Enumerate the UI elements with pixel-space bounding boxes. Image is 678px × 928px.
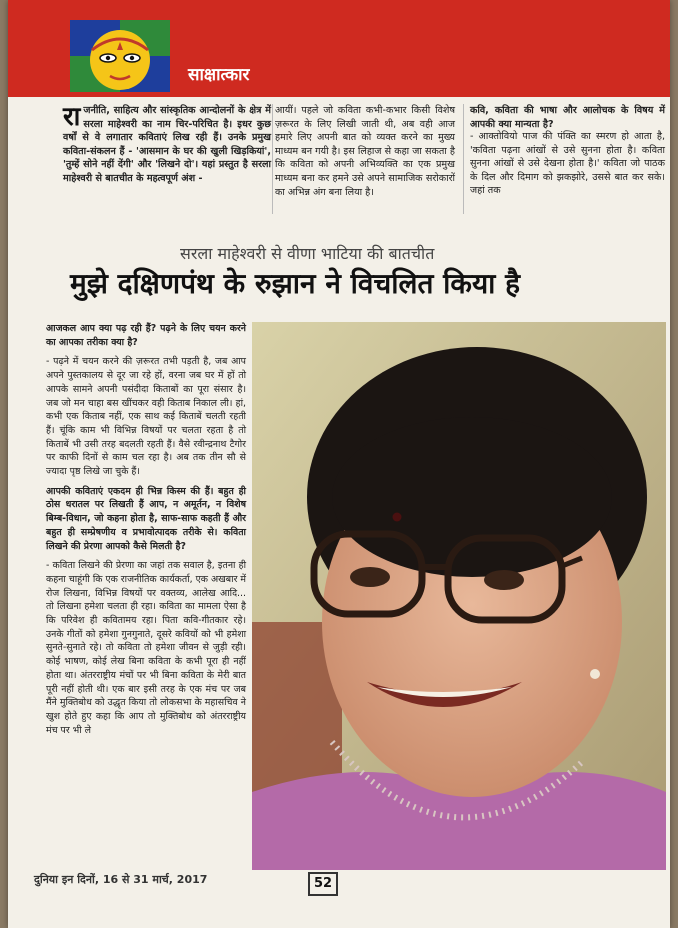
article-headline: मुझे दक्षिणपंथ के रुझान ने विचलित किया है [70, 267, 521, 300]
intro-column-2: आयीं। पहले जो कविता कभी-कभार किसी विशेष ज़रूरत के लिए लिखी जाती थी, अब वही आज हमारे लिए अपनी बात को व्यक्त करने का मुख्य माध्यम बन गयी है। इस लिहाज से कहा जा सकता है कि कविता को अपनी अभिव्यक्ति का एक प्रमुख माध्यम बना कर हमने उसे अपने सामाजिक सरोकारों का अभिन्न अंग बना लिया है। [275, 105, 455, 198]
interview-column [46, 322, 246, 743]
section-label: साक्षात्कार [188, 65, 250, 85]
column-divider [463, 104, 464, 214]
article-subtitle: सरला माहेश्वरी से वीणा भाटिया की बातचीत [180, 244, 435, 263]
intro-text: जनीति, साहित्य और सांस्कृतिक आन्दोलनों के क्षेत्र में सरला माहेश्वरी का नाम चिर-परिचित है। इधर कुछ वर्षों से वे लगातार कविताएं लिख रही हैं। उनके प्रमुख कविता-संकलन हैं - 'आसमान के घर की खुली खिड़कियां', 'तुम्हें सोने नहीं देंगी' और 'लिखने दो'। यहां प्रस्तुत है सरला माहेश्वरी से बातचीत के महत्वपूर्ण अंश - [63, 105, 271, 184]
publication-line: दुनिया इन दिनों, 16 से 31 मार्च, 2017 [34, 873, 208, 886]
intro-question: कवि, कविता की भाषा और आलोचक के विषय में आपकी क्या मान्यता है? [470, 105, 665, 130]
portrait-photo [252, 322, 666, 870]
goddess-face-logo [70, 20, 170, 92]
drop-cap: रा [63, 102, 81, 132]
question: आपकी कविताएं एकदम ही भिन्न किस्म की हैं। बहुत ही ठोस धरातल पर लिखती हैं आप, न अमूर्तन, न विशेष बिम्ब-विधान, जो कहना होता है, साफ-साफ कहती हैं और बहुत ही सम्प्रेषणीय व प्रभावोत्पादक तरीके से। कविता लिखने की प्रेरणा आपको कैसे मिलती है? [46, 485, 246, 552]
answer: - कविता लिखने की प्रेरणा का जहां तक सवाल है, इतना ही कहना चाहूंगी कि एक राजनीतिक कार्यकर्ता, एक अखबार में रोज लिखना, विभिन्न विषयों पर वक्तव्य, आलेख आदि... तो लिखना हमेशा चलता ही रहा। कविता का मामला ऐसा है कि परिवेश ही कवितामय रहा। पिता कवि-गीतकार रहे। उनके गीतों को हमेशा गुनगुनाते, दूसरे कवियों को भी हमेशा सुनते-सुनाते रहे। तो कविता तो हमेशा जीवन से जुड़ी रही। कोई भाषण, कोई लेख बिना कविता के कभी पूरा ही नहीं होता था। अंतरराष्ट्रीय मंचों पर भी बिना कविता के मेरी बात पूरी नहीं होती थी। एक बार इसी तरह के एक मंच पर जब मैंने मुक्तिबोध को उद्धृत किया तो लोकसभा के महासचिव ने खुश होते हुए कहा कि आप तो मुक्तिबोध को अंतरराष्ट्रीय मंच पर भी ले [46, 560, 247, 736]
answer: - पढ़ने में चयन करने की ज़रूरत तभी पड़ती है, जब आप अपने पुस्तकालय से दूर जा रहे हों, वरना जब घर में हों तो आपके सामने अपनी पसंदीदा किताबों का पूरा संसार है। जब जो मन चाहा बस खींचकर वही किताब निकाल ली। हां, कभी एक किताब नहीं, एक साथ कई किताबें चलती रहती हैं। चूंकि काम भी विभिन्न विषयों पर चलता रहता है तो किताबें भी उसी तरह बदलती रहती हैं। वैसे रवीन्द्रनाथ टैगोर पर काफी दिनों से काम चल रहा है। अब तक तीन सौ से ज्यादा पृष्ठ लिखे जा चुके हैं। [46, 356, 246, 478]
question: आजकल आप क्या पढ़ रही हैं? पढ़ने के लिए चयन करने का आपका तरीका क्या है? [46, 323, 246, 348]
column-divider [272, 104, 273, 214]
magazine-page [8, 0, 670, 928]
intro-column-3: - आक्तोवियो पाज की पंक्ति का स्मरण हो आता है, 'कविता पढ़ना आंखों से उसे सुनना होता है। कविता सुनना आंखों से उसे देखना होता है।' कविता जो पाठक के दिल और दिमाग को झकझोरे, उससे बात कर सके। जहां तक [470, 131, 665, 197]
intro-column-1 [63, 104, 271, 186]
page-number: 52 [308, 872, 338, 896]
